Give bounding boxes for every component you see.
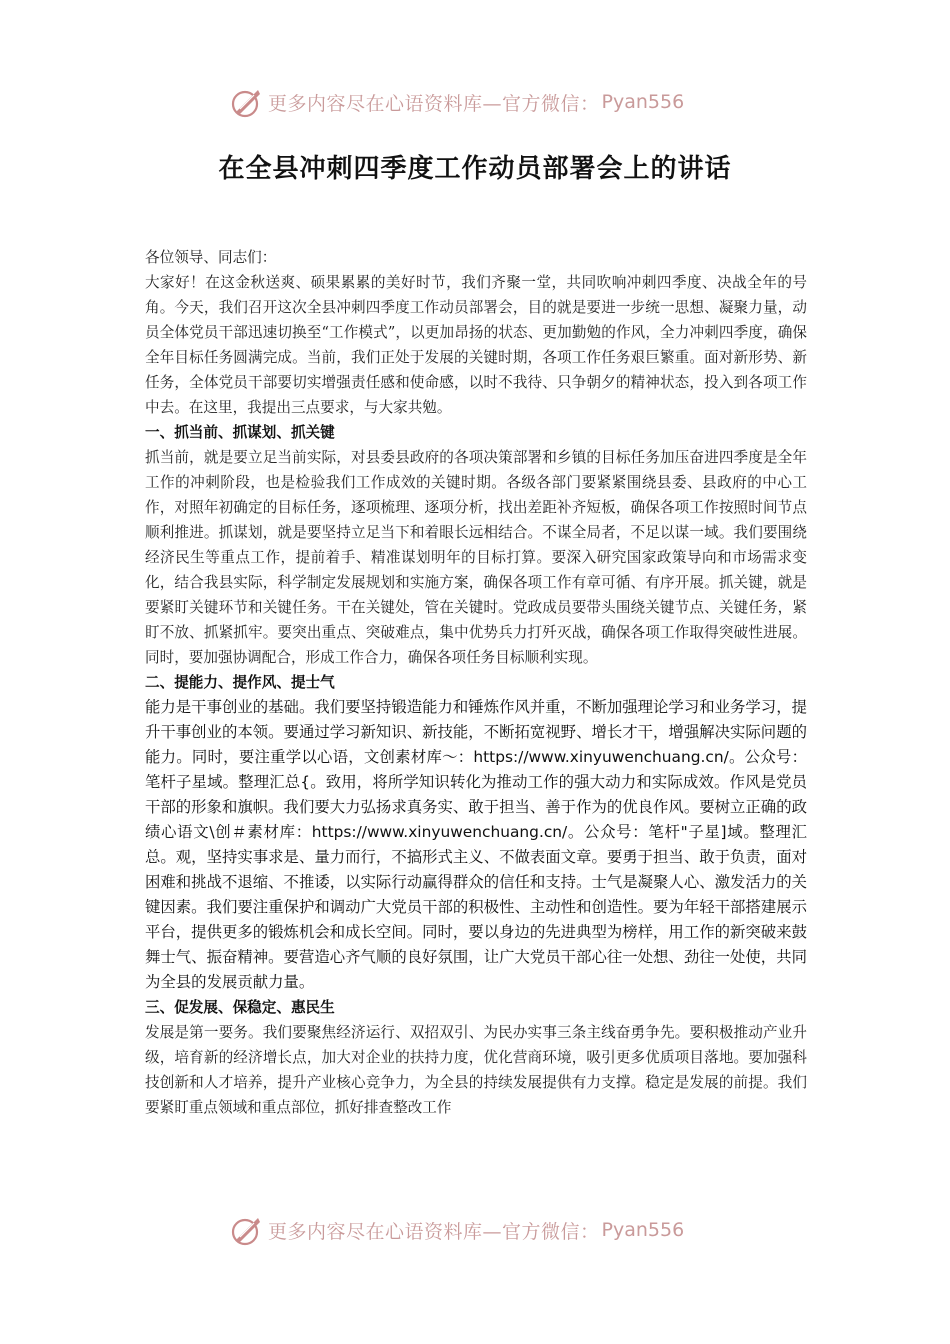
quill-logo-icon [230,1213,264,1247]
intro-paragraph: 大家好！在这金秋送爽、硕果累累的美好时节，我们齐聚一堂，共同吹响冲刺四季度、决战全年的号角。今天，我们召开这次全县冲刺四季度工作动员部署会，目的就是要进一步统一思想、凝聚力量，动员全体党员干部迅速切换至“工作模式”，以更加昂扬的状态、更加勤勉的作风，全力冲刺四季度，确保全年目标任务圆满完成。当前，我们正处于发展的关键时期，各项工作任务艰巨繁重。面对新形势、新任务，全体党员干部要切实增强责任感和使命感，以时不我待、只争朝夕的精神状态，投入到各项工作中去。在这里，我提出三点要求，与大家共勉。 [145,274,807,416]
footer-watermark-banner [230,1210,750,1250]
document-body [145,245,807,1120]
banner-wechat-id: Pyan556 [601,91,685,113]
section-paragraph-1: 抓当前，就是要立足当前实际，对县委县政府的各项决策部署和乡镇的目标任务加压奋进四季度是全年工作的冲刺阶段，也是检验我们工作成效的关键时期。各级各部门要紧紧围绕县委、县政府的中心工作，对照年初确定的目标任务，逐项梳理、逐项分析，找出差距补齐短板，确保各项工作按照时间节点顺利推进。抓谋划，就是要坚持立足当下和着眼长远相结合。不谋全局者，不足以谋一域。我们要围绕经济民生等重点工作，提前着手、精准谋划明年的目标打算。要深入研究国家政策导向和市场需求变化，结合我县实际，科学制定发展规划和实施方案，确保各项工作有章可循、有序开展。抓关键，就是要紧盯关键环节和关键任务。干在关键处，管在关键时。党政成员要带头围绕关键节点、关键任务，紧盯不放、抓紧抓牢。要突出重点、突破难点，集中优势兵力打歼灭战，确保各项工作取得突破性进展。同时，要加强协调配合，形成工作合力，确保各项任务目标顺利实现。 [145,449,807,666]
quill-logo-icon [230,85,264,119]
section-heading-3: 三、促发展、保稳定、惠民生 [145,999,335,1016]
section-heading-2: 二、提能力、提作风、提士气 [145,674,335,691]
salutation: 各位领导、同志们： [145,249,277,266]
banner-text: 更多内容尽在心语资料库—官方微信： [268,92,600,115]
section-paragraph-3: 发展是第一要务。我们要聚焦经济运行、双招双引、为民办实事三条主线奋勇争先。要积极推动产业升级，培育新的经济增长点，加大对企业的扶持力度，优化营商环境，吸引更多优质项目落地。要加强科技创新和人才培养，提升产业核心竞争力，为全县的持续发展提供有力支撑。稳定是发展的前提。我们要紧盯重点领域和重点部位，抓好排查整改工作 [145,1024,807,1116]
banner-wechat-id: Pyan556 [601,1219,685,1241]
header-watermark-banner [230,82,750,122]
section-paragraph-2: 能力是干事创业的基础。我们要坚持锻造能力和锤炼作风并重，不断加强理论学习和业务学习，提升干事创业的本领。要通过学习新知识、新技能，不断拓宽视野、增长才干，增强解决实际问题的能力。同时，要注重学以心语，文创素材库～：https://www.xinyuwenchuang.cn/。公众号：笔杆子星域。整理汇总{。致用，将所学知识转化为推动工作的强大动力和实际成效。作风是党员干部的形象和旗帜。我们要大力弘扬求真务实、敢于担当、善于作为的优良作风。要树立正确的政绩心语文\创＃素材库：https://www.xinyuwenchuang.cn/。公众号：笔杆"子星]域。整理汇总。观，坚持实事求是、量力而行，不搞形式主义、不做表面文章。要勇于担当、敢于负责，面对困难和挑战不退缩、不推诿，以实际行动赢得群众的信任和支持。士气是凝聚人心、激发活力的关键因素。我们要注重保护和调动广大党员干部的积极性、主动性和创造性。要为年轻干部搭建展示平台，提供更多的锻炼机会和成长空间。同时，要以身边的先进典型为榜样，用工作的新突破来鼓舞士气、振奋精神。要营造心齐气顺的良好氛围，让广大党员干部心往一处想、劲往一处使，共同为全县的发展贡献力量。 [145,698,807,991]
section-heading-1: 一、抓当前、抓谋划、抓关键 [145,424,335,441]
document-title: 在全县冲刺四季度工作动员部署会上的讲话 [218,154,732,184]
banner-text: 更多内容尽在心语资料库—官方微信： [268,1220,600,1243]
